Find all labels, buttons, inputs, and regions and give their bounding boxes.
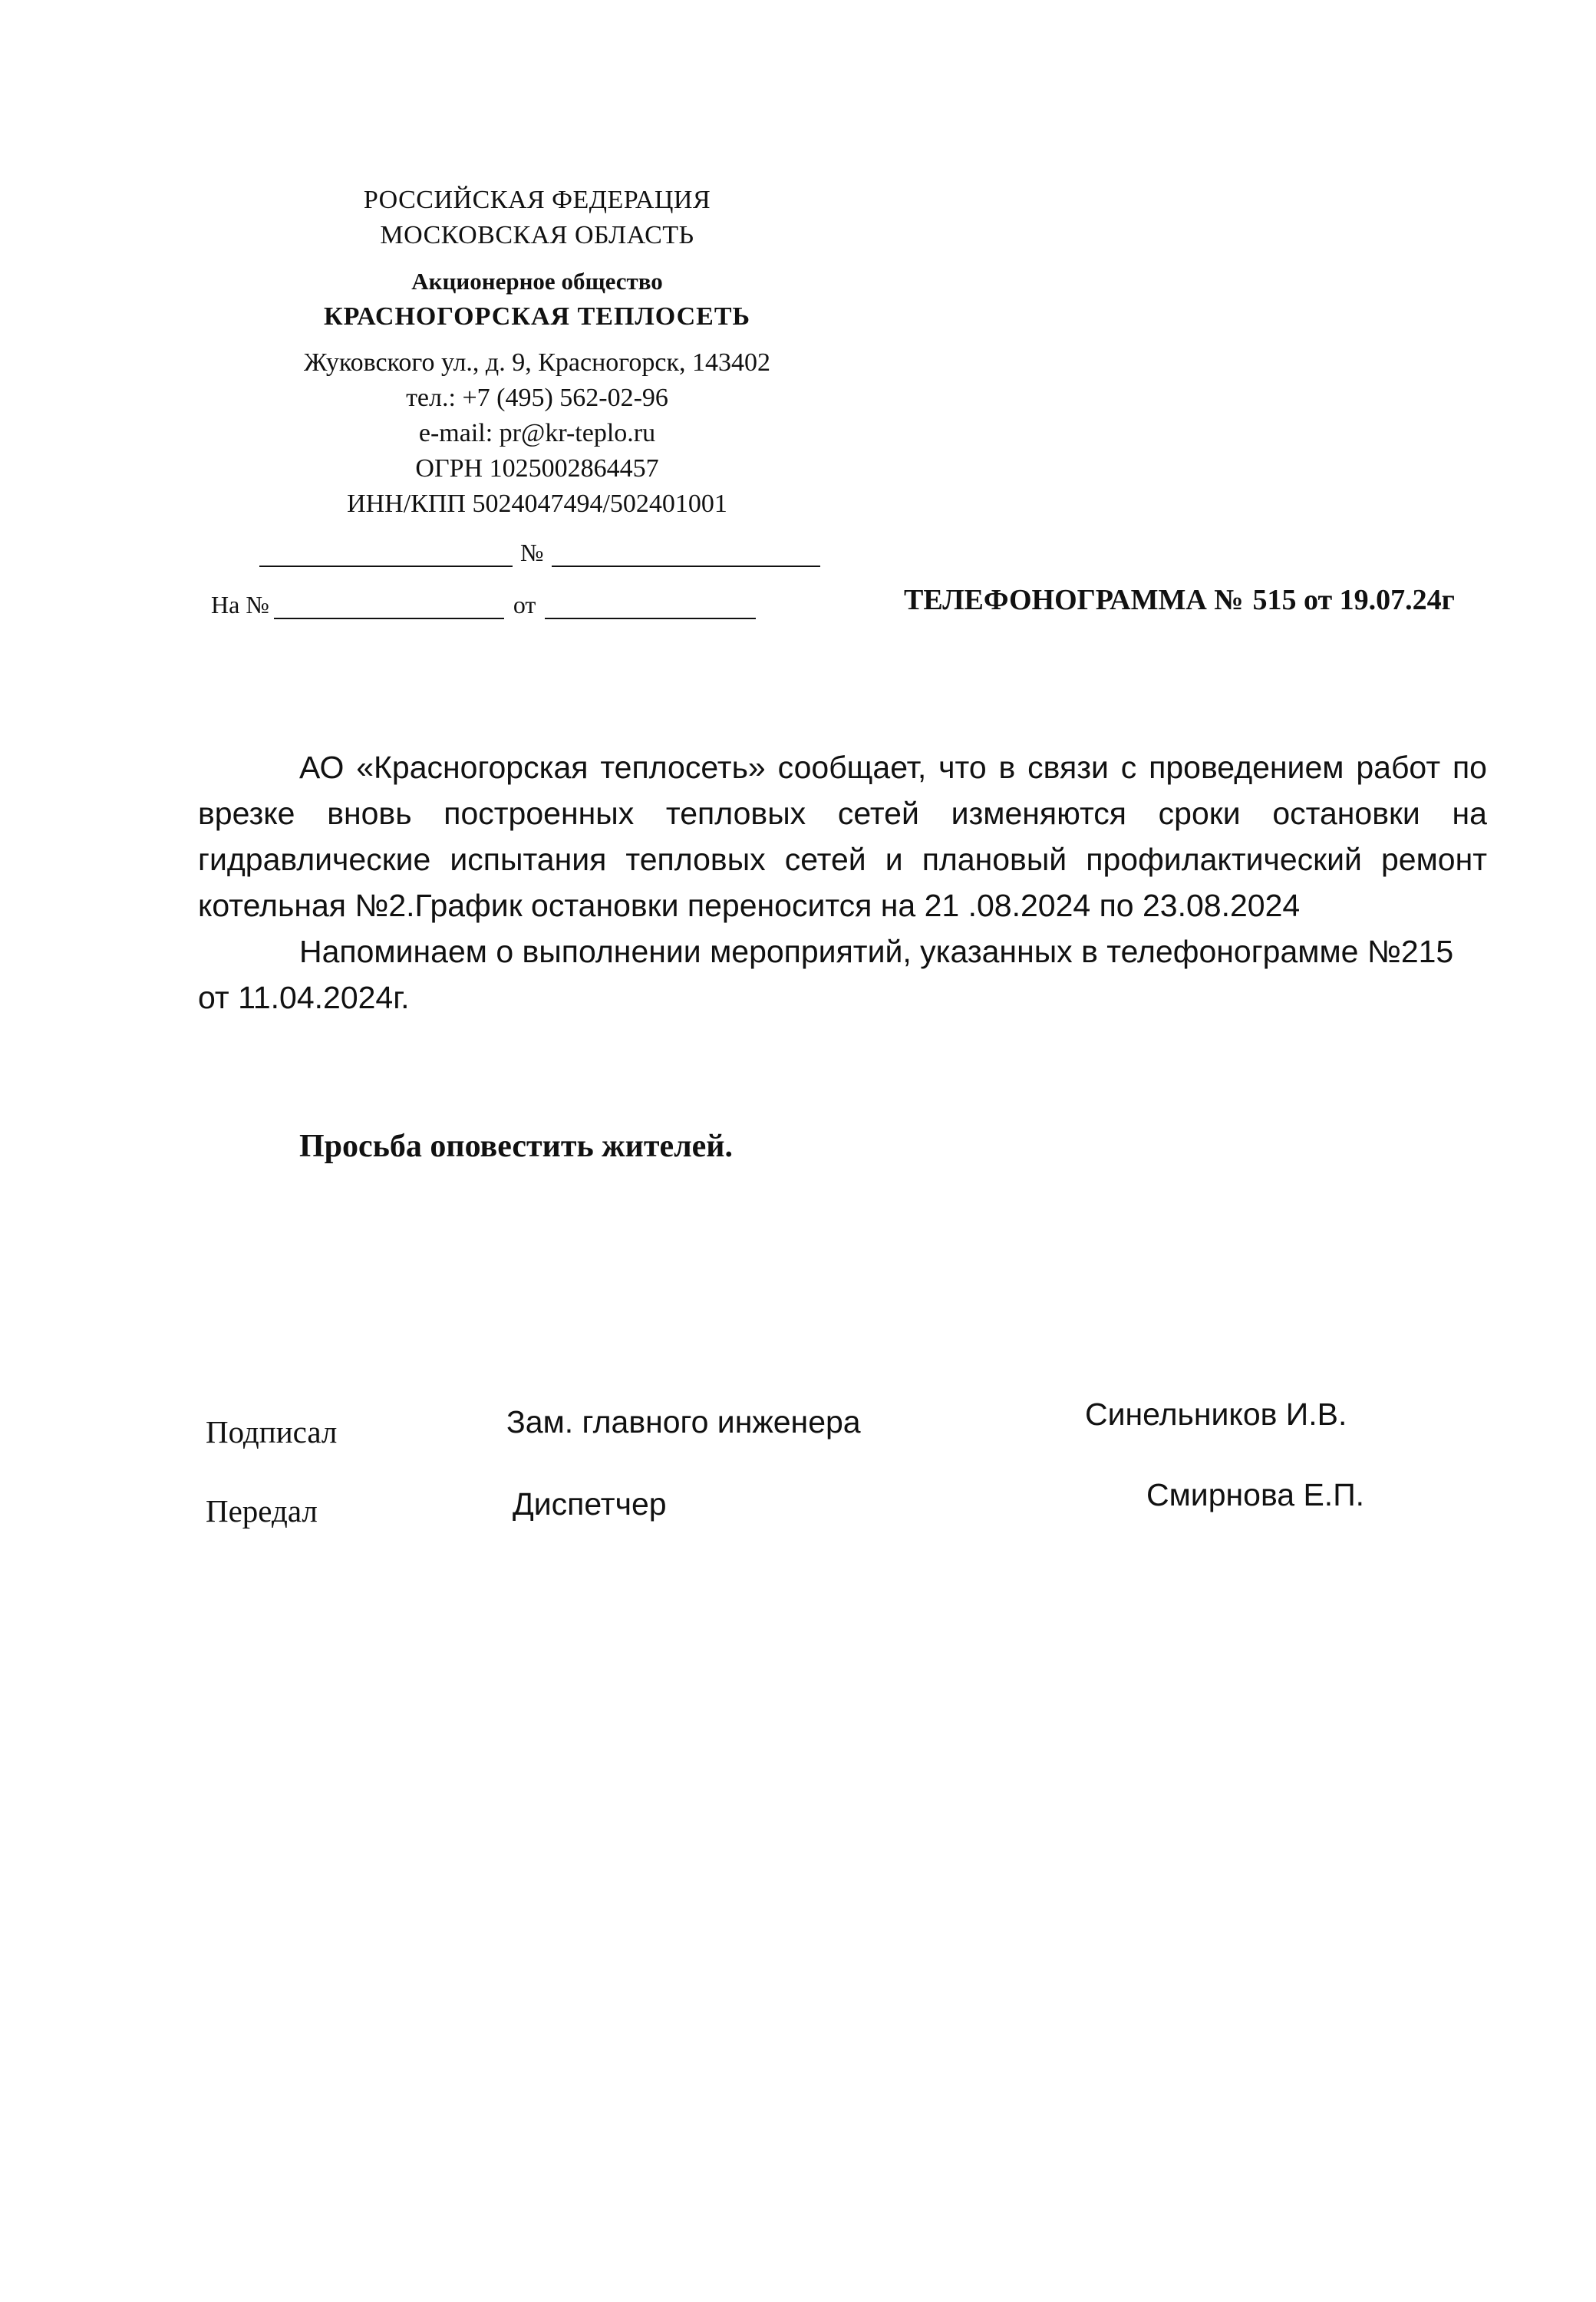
from-label: от (513, 591, 536, 618)
number-label: № (520, 539, 544, 566)
transmitter-position: Диспетчер (513, 1486, 667, 1522)
region-name: МОСКОВСКАЯ ОБЛАСТЬ (380, 221, 694, 249)
org-inn-kpp: ИНН/КПП 5024047494/502401001 (347, 490, 727, 518)
signature-row (0, 1477, 1596, 1539)
outgoing-date-blank (259, 543, 513, 567)
org-address: Жуковского ул., д. 9, Красногорск, 143402 (304, 348, 770, 377)
telephonogram-title (904, 583, 1455, 617)
outgoing-number-blank (552, 543, 820, 567)
incoming-date-blank (545, 595, 756, 619)
paragraph-reminder: Напоминаем о выполнении мероприятий, указанных в телефонограмме №215 от 11.04.2024г. (198, 934, 1454, 1015)
org-type: Акционерное общество (411, 268, 663, 295)
org-name: КРАСНОГОРСКАЯ ТЕПЛОСЕТЬ (324, 302, 750, 331)
signer-position: Зам. главного инженера (506, 1404, 861, 1440)
country-name: РОССИЙСКАЯ ФЕДЕРАЦИЯ (363, 186, 711, 214)
request-note: Просьба оповестить жителей. (299, 1129, 734, 1164)
on-number-label: На № (211, 591, 269, 618)
transmitter-name: Смирнова Е.П. (1146, 1477, 1365, 1512)
incoming-reference-line (211, 591, 756, 619)
signer-name: Синельников И.В. (1085, 1397, 1347, 1432)
transmitted-label: Передал (206, 1493, 318, 1529)
message-body (198, 744, 1487, 1021)
org-email: e-mail: pr@kr-teplo.ru (418, 419, 656, 447)
telephonogram-number: 515 от 19.07.24г (1252, 584, 1455, 616)
telephonogram-label: ТЕЛЕФОНОГРАММА № (904, 584, 1244, 616)
org-ogrn: ОГРН 1025002864457 (415, 454, 659, 483)
letterhead (230, 183, 844, 522)
org-phone: тел.: +7 (495) 562-02-96 (406, 384, 668, 412)
outgoing-reference-line (259, 539, 820, 567)
paragraph-schedule: АО «Красногорская теплосеть» сообщает, что в связи с проведением работ по врезке вновь построенных тепловых сетей изменяются сроки остановки на гидравлические испытания тепловых сетей и плановый профилактический ремонт котельная №2.График остановки переносится на 21 .08.2024 по 23.08.2024 (198, 750, 1487, 923)
signature-row (0, 1397, 1596, 1450)
incoming-number-blank (274, 595, 504, 619)
signed-label: Подписал (206, 1414, 338, 1449)
